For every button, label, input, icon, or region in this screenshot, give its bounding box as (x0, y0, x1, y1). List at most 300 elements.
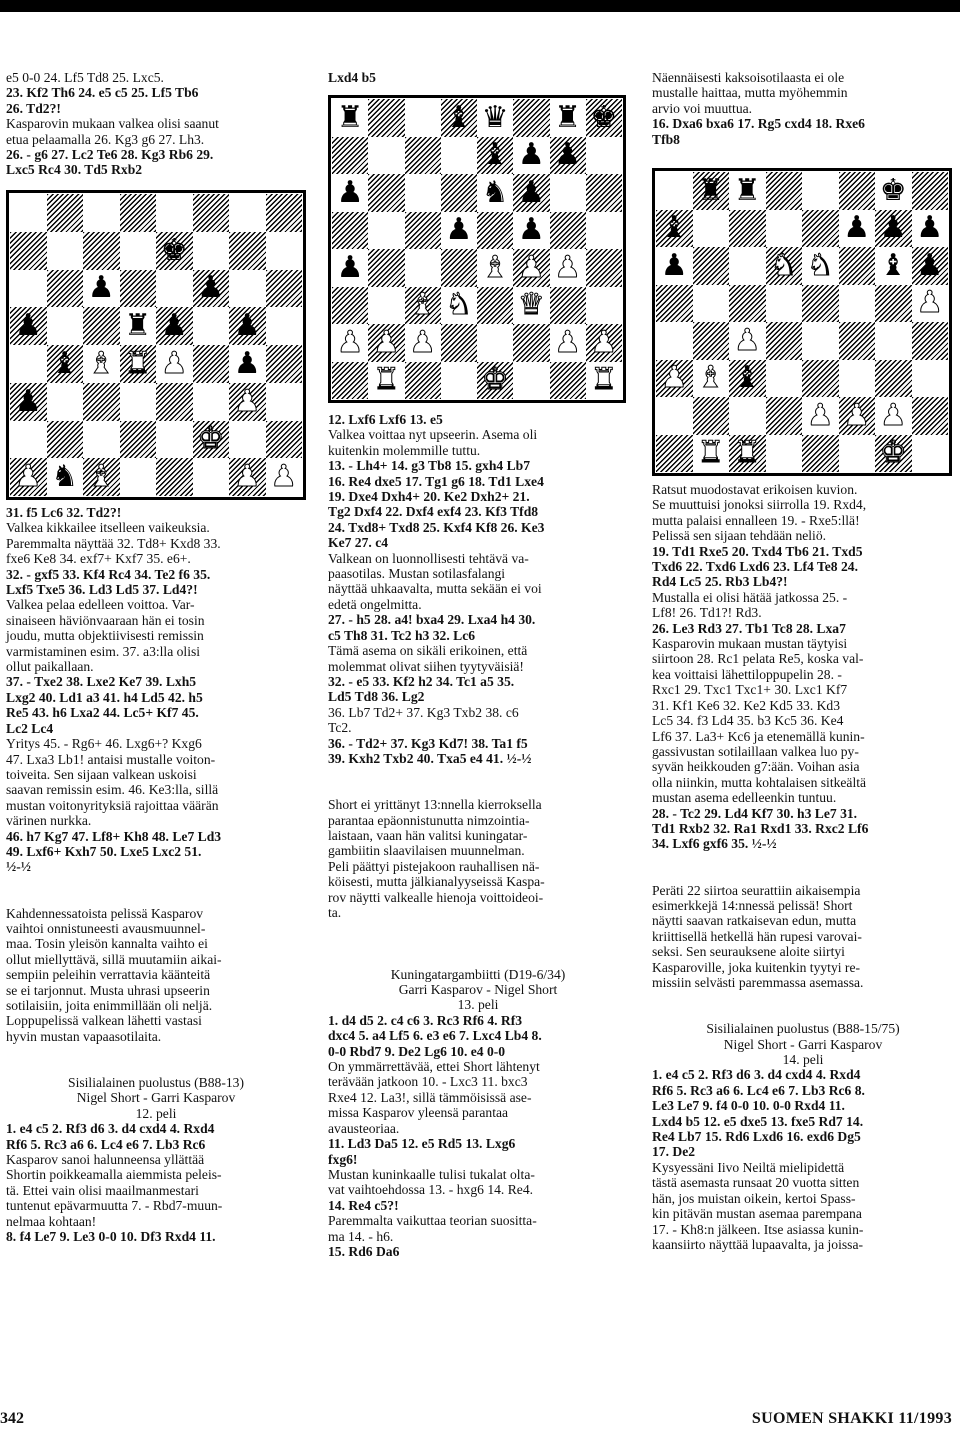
text-line: gassivustan sotilaillaan valkea luo py- (652, 743, 859, 759)
board-square (193, 458, 230, 496)
black-rook-icon: ♜ (336, 99, 364, 135)
board-square (839, 435, 876, 473)
text-line: missa Kasparov yleensä parantaa (328, 1105, 509, 1121)
board-square (766, 172, 803, 210)
black-pawn-icon: ♟ (879, 210, 907, 246)
text-line: vaihtoi onnistuneesti avausmuunnel- (6, 920, 206, 936)
white-pawn-icon: ♟ (233, 383, 261, 419)
text-line: Mustalla ei olisi hätää jatkossa 25. - (652, 589, 848, 605)
text-line: 1. d4 d5 2. c4 c6 3. Rc3 Rf6 4. Rf3 (328, 1012, 523, 1028)
board-square (156, 307, 193, 345)
board-square (586, 99, 622, 137)
board-square (47, 383, 84, 421)
board-square (229, 194, 266, 232)
black-king-icon: ♚ (590, 99, 618, 135)
board-square (193, 345, 230, 383)
board-square (839, 360, 876, 398)
page-number: 342 (0, 1410, 24, 1427)
text-line: 47. Lxa3 Lb1! antaisi mustalle voiton- (6, 751, 216, 767)
black-pawn-icon: ♟ (14, 383, 42, 419)
text-line: kuitenkin molemmille tuttu. (328, 442, 481, 458)
text-line: 0-0 Rbd7 9. De2 Lg6 10. e4 0-0 (328, 1043, 506, 1059)
text-line: Sisilialainen puolustus (B88-15/75) (706, 1021, 900, 1037)
text-line: Kahdennessatoista pelissä Kasparov (6, 905, 204, 921)
board-square (83, 232, 120, 270)
board-square (368, 249, 404, 287)
blank-line (328, 920, 628, 935)
text-line: ta. (328, 905, 342, 920)
board-square (766, 247, 803, 285)
text-line: fxg6! (328, 1151, 358, 1167)
text-line: olla niinkin, mutta kohtalaisen sitkeältä (652, 774, 867, 790)
white-bishop-icon: ♝ (87, 345, 115, 381)
column-2-body (328, 412, 628, 1259)
black-pawn-icon: ♟ (517, 137, 545, 173)
board-square (513, 324, 549, 362)
board-square (875, 210, 912, 248)
board-square (229, 458, 266, 496)
board-square (47, 194, 84, 232)
board-square (550, 362, 586, 400)
text-line: Peräti 22 siirtoa seurattiin aikaisempia (652, 882, 861, 898)
board-square (120, 270, 157, 308)
board-square (266, 421, 303, 459)
white-pawn-icon: ♟ (916, 285, 944, 321)
text-line: hyvin mustan vapaasotilaita. (6, 1028, 162, 1044)
board-square (368, 324, 404, 362)
board-square (513, 362, 549, 400)
text-line: 26. Le3 Rd3 27. Tb1 Tc8 28. Lxa7 (652, 620, 846, 636)
text-line: Valkea pelaa edelleen voittoa. Var- (6, 597, 195, 613)
blank-line (328, 936, 628, 951)
white-rook-icon: ♜ (372, 362, 400, 398)
white-bishop-icon: ♝ (481, 249, 509, 285)
black-bishop-icon: ♝ (445, 99, 473, 135)
blank-line (652, 852, 954, 867)
board-square (912, 285, 949, 323)
board-square (229, 345, 266, 383)
board-square (766, 397, 803, 435)
text-line: köisesti, mutta jälkianalyyseissä Kaspa- (328, 874, 545, 890)
black-king-icon: ♚ (160, 232, 188, 268)
board-square (441, 362, 477, 400)
board-square (332, 287, 368, 325)
black-pawn-icon: ♟ (517, 174, 545, 210)
text-line: Ratsut muodostavat erikoisen kuvion. (652, 482, 858, 497)
board-square (193, 232, 230, 270)
board-square (47, 458, 84, 496)
board-square (802, 360, 839, 398)
text-line: On ymmärrettävää, ettei Short lähtenyt (328, 1059, 540, 1075)
text-line: maa. Tosin yleisön kannalta vaihto ei (6, 936, 208, 952)
text-line: mustan asema edelleenkin tuntuu. (652, 790, 837, 806)
board-square (229, 421, 266, 459)
board-square (193, 270, 230, 308)
text-line: 31. f5 Lc6 32. Td2?! (6, 505, 122, 520)
board-square (656, 435, 693, 473)
text-line: 17. - Kh8:n jälkeen. Itse asiassa kunin- (652, 1221, 864, 1237)
text-line: Re5 43. h6 Lxa2 44. Lc5+ Kf7 45. (6, 705, 199, 721)
board-square (912, 210, 949, 248)
board-square (120, 421, 157, 459)
board-square (10, 458, 47, 496)
board-square (266, 232, 303, 270)
board-square (550, 324, 586, 362)
board-square (83, 270, 120, 308)
text-line: rov näytti valkealle hienoja voittoideoi- (328, 889, 544, 905)
board-square (693, 285, 730, 323)
board-square (550, 174, 586, 212)
board-square (802, 322, 839, 360)
board-square (839, 172, 876, 210)
text-line: 26. - g6 27. Lc2 Te6 28. Kg3 Rb6 29. (6, 147, 214, 163)
board-square (368, 174, 404, 212)
board-square (875, 397, 912, 435)
board-square (477, 174, 513, 212)
black-rook-icon: ♜ (554, 99, 582, 135)
text-line: sempiin peleihin verrattavia käänteitä (6, 967, 211, 983)
white-pawn-icon: ♟ (590, 324, 618, 360)
board-square (332, 249, 368, 287)
text-line: 11. Ld3 Da5 12. e5 Rd5 13. Lxg6 (328, 1136, 516, 1152)
text-line: ollut miellyttävä, sillä muutamiin aikai- (6, 951, 222, 967)
text-line: 13. - Lh4+ 14. g3 Tb8 15. gxh4 Lb7 (328, 458, 531, 474)
board-square (656, 360, 693, 398)
board-square (441, 212, 477, 250)
board-square (693, 172, 730, 210)
text-line: 12. Lxf6 Lxf6 13. e5 (328, 412, 443, 427)
board-square (586, 287, 622, 325)
black-pawn-icon: ♟ (233, 308, 261, 344)
black-bishop-icon: ♝ (51, 345, 79, 381)
white-knight-icon: ♞ (445, 287, 473, 323)
text-line: 49. Lxf6+ Kxh7 50. Lxe5 Lxc2 51. (6, 843, 202, 859)
black-pawn-icon: ♟ (336, 174, 364, 210)
black-pawn-icon: ♟ (87, 270, 115, 306)
board-square (875, 285, 912, 323)
text-line: Nigel Short - Garri Kasparov (76, 1090, 236, 1106)
board-square (839, 247, 876, 285)
white-rook-icon: ♜ (124, 345, 152, 381)
text-line: se ei tarjonnut. Musta uhrasi upseerin (6, 982, 210, 998)
board-square (766, 360, 803, 398)
text-line: siirtoon 28. Rc1 pelata Re5, koska val- (652, 651, 864, 667)
board-square (120, 345, 157, 383)
board-square (229, 270, 266, 308)
board-square (368, 137, 404, 175)
text-line: kea voittaisi lähettiloppupelin 28. - (652, 666, 842, 682)
board-square (513, 249, 549, 287)
board-square (229, 383, 266, 421)
board-square (586, 137, 622, 175)
board-square (729, 322, 766, 360)
board-square (912, 247, 949, 285)
text-line: missiin selvästi paremmassa asemassa. (652, 975, 864, 990)
board-square (83, 421, 120, 459)
blank-line (6, 1044, 306, 1059)
text-line: Mustan kuninkaalle tulisi tukalat olta- (328, 1166, 535, 1182)
board-square (839, 322, 876, 360)
board-square (912, 360, 949, 398)
black-knight-icon: ♞ (51, 459, 79, 495)
blank-line (6, 875, 306, 890)
board-square (875, 172, 912, 210)
board-square (766, 285, 803, 323)
board-square (586, 362, 622, 400)
black-rook-icon: ♜ (733, 172, 761, 208)
board-square (912, 397, 949, 435)
text-line: 13. peli (457, 997, 499, 1013)
text-line: dxc4 5. a4 Lf5 6. e3 e6 7. Lxc4 Lb4 8. (328, 1028, 542, 1044)
text-line: värinen nurkka. (6, 813, 92, 829)
board-square (875, 247, 912, 285)
white-bishop-icon: ♝ (409, 287, 437, 323)
board-square (550, 287, 586, 325)
board-square (120, 383, 157, 421)
text-line: Lc2 Lc4 (6, 720, 54, 736)
black-pawn-icon: ♟ (660, 247, 688, 283)
text-line: Le3 Le7 9. f4 0-0 10. 0-0 Rxd4 11. (652, 1098, 845, 1114)
board-square (693, 435, 730, 473)
board-square (875, 322, 912, 360)
blank-line (652, 990, 954, 1005)
white-pawn-icon: ♟ (233, 459, 261, 495)
board-square (802, 172, 839, 210)
board-square (83, 194, 120, 232)
blank-line (6, 890, 306, 905)
board-square (766, 435, 803, 473)
board-square (10, 383, 47, 421)
black-pawn-icon: ♟ (197, 270, 225, 306)
black-pawn-icon: ♟ (517, 212, 545, 248)
board-square (405, 249, 441, 287)
text-line: c5 Th8 31. Tc2 h3 32. Lc6 (328, 627, 476, 643)
board-square (729, 435, 766, 473)
text-line: 36. - Td2+ 37. Kg3 Kd7! 38. Ta1 f5 (328, 735, 528, 751)
board-square (266, 383, 303, 421)
text-line: 23. Kf2 Th6 24. e5 c5 25. Lf5 Tb6 (6, 85, 199, 101)
text-line: Shortin poikkeamalla aiemmista peleis- (6, 1167, 222, 1183)
text-line: Kasparovin mukaan valkea olisi saanut (6, 116, 219, 132)
text-line: e5 0-0 24. Lf5 Td8 25. Lxc5. (6, 70, 164, 85)
text-line: arvio voi muuttua. (652, 100, 753, 116)
text-line: gambiitin slaavilaisen muunnelman. (328, 843, 525, 859)
board-square (368, 99, 404, 137)
board-square (156, 270, 193, 308)
black-pawn-icon: ♟ (160, 308, 188, 344)
board-square (368, 287, 404, 325)
board-square (368, 212, 404, 250)
column-1-top (6, 70, 306, 178)
text-line: 36. Lb7 Td2+ 37. Kg3 Txb2 38. c6 (328, 704, 519, 720)
board-square (513, 212, 549, 250)
white-pawn-icon: ♟ (660, 360, 688, 396)
text-line: ollut paikallaan. (6, 659, 94, 675)
board-square (10, 307, 47, 345)
board-square (477, 137, 513, 175)
board-square (156, 345, 193, 383)
top-rule (0, 0, 960, 12)
white-bishop-icon: ♝ (697, 360, 725, 396)
board-square (912, 322, 949, 360)
text-line: Sisilialainen puolustus (B88-13) (68, 1075, 244, 1091)
text-line: Lxf5 Txe5 36. Ld3 Ld5 37. Ld4?! (6, 582, 198, 598)
board-square (47, 232, 84, 270)
board-square (83, 307, 120, 345)
black-pawn-icon: ♟ (14, 308, 42, 344)
board-square (912, 172, 949, 210)
white-pawn-icon: ♟ (270, 459, 298, 495)
text-line: sinaiseen häviönvaaraan hän ei tosin (6, 612, 205, 628)
board-square (802, 210, 839, 248)
white-pawn-icon: ♟ (733, 322, 761, 358)
board-square (513, 99, 549, 137)
board-square (332, 212, 368, 250)
board-square (729, 397, 766, 435)
white-pawn-icon: ♟ (160, 345, 188, 381)
text-line: 19. Td1 Rxe5 20. Txd4 Tb6 21. Txd5 (652, 543, 863, 559)
text-line: Lxg2 40. Ld1 a3 41. h4 Ld5 42. h5 (6, 689, 203, 705)
text-line: 12. peli (135, 1105, 177, 1121)
chess-diagram-1 (6, 190, 306, 500)
black-bishop-icon: ♝ (660, 210, 688, 246)
text-line: Rxc1 29. Txc1 Txc1+ 30. Lxc1 Kf7 (652, 682, 848, 698)
board-square (193, 383, 230, 421)
text-line: 16. Re4 dxe5 17. Tg1 g6 18. Td1 Lxe4 (328, 473, 544, 489)
text-line: joudu, mutta objektiivisesti remissin (6, 628, 204, 644)
blank-line (652, 867, 954, 882)
black-pawn-icon: ♟ (843, 210, 871, 246)
board-square (839, 397, 876, 435)
text-line: sotilaisiin, joita enimmillään oli neljä. (6, 998, 213, 1013)
white-rook-icon: ♜ (590, 362, 618, 398)
text-line: Nigel Short - Garri Kasparov (723, 1036, 883, 1052)
text-line: 27. - h5 28. a4! bxa4 29. Lxa4 h4 30. (328, 612, 536, 628)
text-line: Rf6 5. Rc3 a6 6. Lc4 e6 7. Lb3 Rc6 8. (652, 1082, 865, 1098)
text-line: hän, jos muistan oikein, kertoi Spass- (652, 1190, 856, 1206)
text-line: Kasparov sanoi halunneensa yllättää (6, 1152, 205, 1168)
board-square (441, 174, 477, 212)
board-square (10, 232, 47, 270)
board-square (550, 212, 586, 250)
white-rook-icon: ♜ (733, 435, 761, 471)
board-square (693, 360, 730, 398)
board-square (802, 285, 839, 323)
text-line: Tg2 Dxf4 22. Dxf4 exf4 23. Kf3 Tfd8 (328, 504, 539, 520)
board-square (729, 285, 766, 323)
text-line: Paremmalta näyttää 32. Td8+ Kxd8 33. (6, 535, 221, 551)
board-square (266, 458, 303, 496)
text-line: Pelissä sen sijaan tehdään neliö. (652, 528, 827, 544)
board-square (513, 137, 549, 175)
board-square (729, 210, 766, 248)
board-square (332, 324, 368, 362)
black-bishop-icon: ♝ (481, 137, 509, 173)
white-pawn-icon: ♟ (409, 324, 437, 360)
board-square (10, 421, 47, 459)
board-square (586, 174, 622, 212)
text-line: kin pitävän mustan asemaa parempana (652, 1206, 862, 1222)
text-line: Garri Kasparov - Nigel Short (398, 982, 558, 998)
board-square (729, 172, 766, 210)
text-line: 39. Kxh2 Txb2 40. Txa5 e4 41. ½-½ (328, 750, 532, 766)
text-line: tästä asemasta runsaat 20 vuotta sitten (652, 1175, 860, 1191)
board-square (477, 362, 513, 400)
board-square (477, 287, 513, 325)
text-line: Näennäisesti kaksoisotilaasta ei ole (652, 70, 845, 85)
board-square (477, 324, 513, 362)
text-line: Ld5 Td8 36. Lg2 (328, 689, 425, 705)
board-square (83, 345, 120, 383)
text-line: 28. - Tc2 29. Ld4 Kf7 30. h3 Le7 31. (652, 805, 858, 821)
text-line: fxe6 Ke8 34. exf7+ Kxf7 35. e6+. (6, 551, 191, 567)
board-square (802, 397, 839, 435)
board-square (405, 362, 441, 400)
text-line: Re4 Lb7 15. Rd6 Lxd6 16. exd6 Dg5 (652, 1129, 861, 1145)
board-square (47, 270, 84, 308)
text-line: 14. Re4 c5?! (328, 1197, 399, 1213)
column-1-body (6, 505, 306, 1245)
magazine-footer: SUOMEN SHAKKI 11/1993 (751, 1410, 952, 1427)
white-pawn-icon: ♟ (806, 397, 834, 433)
black-queen-icon: ♛ (481, 99, 509, 135)
white-queen-icon: ♛ (517, 287, 545, 323)
board-square (193, 421, 230, 459)
board-square (477, 99, 513, 137)
black-pawn-icon: ♟ (336, 249, 364, 285)
board-square (47, 421, 84, 459)
text-line: Short ei yrittänyt 13:nnella kierroksella (328, 797, 542, 813)
board-square (405, 287, 441, 325)
blank-line (328, 782, 628, 797)
chess-diagram-2 (328, 95, 626, 403)
board-square (332, 137, 368, 175)
board-square (120, 458, 157, 496)
text-line: 14. peli (782, 1052, 824, 1068)
board-square (266, 194, 303, 232)
white-pawn-icon: ♟ (14, 459, 42, 495)
text-line: Kasparovin mukaan mustan täytyisi (652, 636, 848, 652)
text-line: Se muuttuisi jonoksi siirrolla 19. Rxd4, (652, 497, 867, 513)
board-square (229, 307, 266, 345)
board-square (120, 194, 157, 232)
board-square (441, 99, 477, 137)
black-bishop-icon: ♝ (879, 247, 907, 283)
text-line: mustalle haittaa, mutta myöhemmin (652, 85, 848, 101)
board-square (156, 232, 193, 270)
board-square (656, 210, 693, 248)
text-line: paasotilas. Mustan sotilasfalangi (328, 566, 506, 582)
text-line: Lxd4 b5 12. e5 dxe5 13. fxe5 Rd7 14. (652, 1113, 864, 1129)
text-line: 32. - e5 33. Kf2 h2 34. Tc1 a5 35. (328, 673, 515, 689)
board-square (586, 324, 622, 362)
text-line: 1. e4 c5 2. Rf3 d6 3. d4 cxd4 4. Rxd4 (6, 1121, 215, 1137)
white-pawn-icon: ♟ (879, 397, 907, 433)
board-square (656, 172, 693, 210)
black-pawn-icon: ♟ (233, 345, 261, 381)
white-pawn-icon: ♟ (372, 324, 400, 360)
white-knight-icon: ♞ (770, 247, 798, 283)
text-line: 34. Lxf6 gxf6 35. ½-½ (652, 836, 777, 852)
text-line: Kysyessäni Iivo Neiltä mielipidettä (652, 1159, 845, 1175)
text-line: parantaa epäonnistunutta nimzointia- (328, 812, 530, 828)
board-square (513, 287, 549, 325)
white-pawn-icon: ♟ (843, 397, 871, 433)
board-square (368, 362, 404, 400)
text-line: Lf8! 26. Td1?! Rd3. (652, 605, 762, 621)
text-line: näyttää uhkaavalta, mutta sekään ei voi (328, 581, 542, 597)
text-line: ma 14. - h6. (328, 1228, 394, 1244)
